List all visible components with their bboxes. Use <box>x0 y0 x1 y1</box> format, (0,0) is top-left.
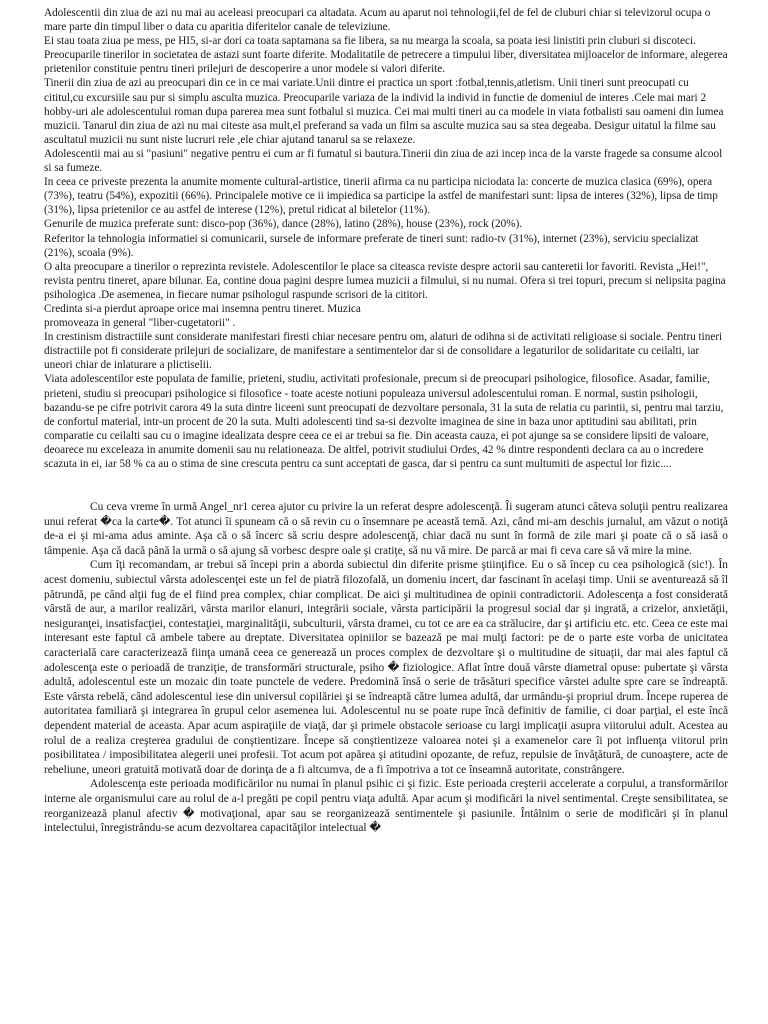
paragraph: Cum îţi recomandam, ar trebui să începi prin a aborda subiectul din diferite prisme ştiinţifice. Eu o să încep cu cea psihologică (sic!). În acest domeniu, subiectul vârsta adolescenţei este un fel de piatră filozofală, un domeniu incert, dar fascinant în acelaşi timp. Unii se aventurează să îl pătrundă, pe când alţii fug de el fiind prea complex, chiar complicat. De aici şi multitudinea de opinii contradictorii. Adolescenţa a fost considerată vârstă de aur, a marilor realizări, vârsta marilor elanuri, integrării sociale, vârsta participării la progresul social dar şi ingrată, a crizelor, anxietăţii, nesiguranţei, insatisfacţiei, contestaţiei, marginalităţii, subculturii, vârsta dramei, cu tot ce are ea ca strălucire, dar şi artificiu etc. etc. Ceea ce este mai interesant este faptul că ambele tabere au dreptate. Diversitatea opiniilor se bazează pe mai mulţi factori: pe de o parte este vorba de unicitatea caracterială care caracterizează fiinţa umană ceea ce generează un proces complex de dezvoltare şi o multitudine de situaţii, dar mai ales faptul că adolescenţa este o perioadă de tranziţie, de transformări structurale, psiho � fiziologice. Aflat între două vârste diametral opuse: pubertate şi vârsta adultă, adolescentul este un mozaic din toate punctele de vedere. Predomină însă o serie de trăsături specifice vârstei adulte spre care se îndreaptă. Este vârsta rebelă, când adolescentul iese din universul copilăriei şi se îndreaptă către lumea adultă, dar urmându-şi propriul drum. Începe ruperea de autoritatea familiară şi integrarea în grupul celor asemenea lui. Adolescentul nu se poate rupe încă definitiv de familie, ci doar parţial, el este încă dependent material de aceasta. Apar acum aspiraţiile de viaţă, dar şi primele obstacole serioase cu largi implicaţii asupra viitorului adult. Acestea au rolul de a realiza creşterea gradului de conştientizare. Începe să conştientizeze valoarea notei şi a examenelor care îi pot influenţa viitorul prin posibilitatea / imposibilitatea alegerii unei profesii. Tot acum pot apărea şi atitudini opozante, de refuz, repulsie de învăţătură, de cunoaştere, acte de rebeliune, uneori gratuită motivată doar de dorinţa de a fi altcumva, de a fi împotriva a tot ce înseamnă autoritate, constrângere. <box>44 559 728 776</box>
paragraph: In crestinism distractiile sunt considerate manifestari firesti chiar necesare pentru om, alaturi de odihna si de activitati religioase si sociale. Pentru tineri distractiile pot fi considerate prilejuri de socializare, de manifestare a sentimentelor dar si de consolidare a legaturilor de solidaritate cu ceilalti, iar uneori chiar de inlaturare a plictiselii. <box>44 331 723 372</box>
paragraph: promoveaza in general "liber-cugetatorii" . <box>44 317 236 330</box>
paragraph: Cu ceva vreme în urmă Angel_nr1 cerea ajutor cu privire la un referat despre adolescenţă. Îi sugeram atunci câteva soluţii pentru realizarea unui referat �ca la carte�. Tot atunci îi spuneam că o să revin cu o însemnare pe această temă. Azi, când mi-am deschis jurnalul, am văzut o notiţă de-a ei şi mi-ama adus aminte. Aşa că o să încerc să scriu despre adolescenţă, chiar dacă nu sunt în formă de zile mari şi poate că o să iasă o tâmpenie. Aşa că dacă până la urmă o să ajung să vorbesc despre oale şi cratiţe, să nu vă mire. De parcă ar mai fi ceva care să vă mire la mine. <box>44 501 728 557</box>
section-spacer <box>44 471 728 500</box>
section-plain-text <box>44 6 728 471</box>
paragraph: Adolescentii din ziua de azi nu mai au aceleasi preocupari ca altadata. Acum au aparut noi tehnologii,fel de fel de cluburi chiar si televizorul ocupa o mare parte din timpul liber o data cu aparitia diferitelor canale de televiziune. <box>44 7 711 34</box>
paragraph: Viata adolescentilor este populata de familie, prieteni, studiu, activitati profesionale, precum si de preocupari psihologice, filosofice. Asadar, familie, prieteni, studiu si preocupari psihologice si filosofice - toate aceste notiuni populeaza universul adolescentului roman. E normal, sustin psihologii, bazandu-se pe cifre potrivit carora 49 la suta dintre liceeni sunt preocupati de dezvoltare personala, 31 la suta de relatia cu parintii, si, pentru mai tarziu, de confortul material, intr-un procent de 20 la suta. Multi adolescenti tind sa-si dezvolte imaginea de sine in baza unor aptitudini sau abilitati, prin comparatie cu ceilalti sau cu o imagine idealizata despre ceea ce ei ar trebui sa fie. Din aceasta cauza, ei pot ajunge sa se considere lipsiti de valoare, deoarece nu exceleaza in anumite domenii sau nu relationeaza. De altfel, potrivit studiului Ordes, 42 % dintre respondenti declara ca au o incredere scazuta in ei, iar 58 % ca au o stima de sine crescuta pentru ca sunt acceptati de gasca, dar si pentru ca sunt multumiti de aspectul lor fizic.... <box>44 373 724 470</box>
paragraph: Ei stau toata ziua pe mess, pe HI5, si-ar dori ca toata saptamana sa fie libera, sa nu mearga la scoala, sa poata iesi linistiti prin cluburi si discoteci. <box>44 35 696 48</box>
paragraph: Referitor la tehnologia informatiei si comunicarii, sursele de informare preferate de tineri sunt: radio-tv (31%), internet (23%), serviciu specializat (21%), scoala (9%). <box>44 232 699 259</box>
paragraph: Adolescentii mai au si "pasiuni" negative pentru ei cum ar fi fumatul si bautura.Tinerii din ziua de azi incep inca de la varste fragede sa consume alcool si sa fumeze. <box>44 147 723 175</box>
section-justified-text <box>44 500 728 836</box>
paragraph: Credinta si-a pierdut aproape orice mai insemna pentru tineret. Muzica <box>44 302 361 315</box>
paragraph: Preocuparile tinerilor in societatea de astazi sunt foarte diferite. Modalitatile de petrecere a timpului liber, diversitatea mijloacelor de informare, alegerea prietenilor constituie pentru tineri prilejuri de descoperire a unor modele si valori diferite. <box>44 49 728 76</box>
paragraph: Adolescenţa este perioada modificărilor nu numai în planul psihic ci şi fizic. Este perioada creşterii accelerate a corpului, a transformărilor interne ale organismului care au rolul de a-l pregăti pe copil pentru viaţa adultă. Apar acum şi modificări la nivel sentimental. Creşte sensibilitatea, se reorganizează planul afectiv � motivaţional, apar sau se reorganizează sentimentele şi pasiunile. Întâlnim o serie de modificări şi în planul intelectului, înregistrându-se acum dezvoltarea capacităţilor intelectual � <box>44 778 728 835</box>
paragraph: Genurile de muzica preferate sunt: disco-pop (36%), dance (28%), latino (28%), house (23%), rock (20%). <box>44 218 523 231</box>
paragraph: O alta preocupare a tinerilor o reprezinta revistele. Adolescentilor le place sa citeasca reviste despre actorii sau canteretii lor favoriti. Revista „Hei!", revista pentru tineret, apare bilunar. Ea, contine doua pagini despre lumea muzicii a filmului, si nu numai. Ofera si trei topuri, precum si nelipsita pagina psihologica .De asemenea, in fiecare numar psihologul raspunde scrisori de la cititori. <box>44 260 726 301</box>
paragraph: In ceea ce priveste prezenta la anumite momente cultural-artistice, tinerii afirma ca nu participa niciodata la: concerte de muzica clasica (69%), opera (73%), teatru (54%), expozitii (66%). Principalele motive ce ii impiedica sa participe la astfel de manifestari sunt: lipsa de interes (32%), lipsa de timp (31%), lipsa prietenilor ce au astfel de interese (12%), pretul ridicat al biletelor (11%). <box>44 176 718 217</box>
paragraph: Tinerii din ziua de azi au preocupari din ce in ce mai variate.Unii dintre ei practica un sport :fotbal,tennis,atletism. Unii tineri sunt preocupati cu cititul,cu excursiile sau pur si simplu asculta muzica. Preocuparile variaza de la individ la individ in functie de domeniul de interes .Cele mai mari 2 hobby-uri ale adolescentului roman dupa parerea mea sunt fotbalul si muzica. Cei mai multi tineri au ca modele in viata fotbalisti sau oameni din lumea muzicii. Tanarul din ziua de azi nu mai citeste asa mult,el preferand sa vada un film sa asculte muzica sau sa stea degeaba. Desigur uitatul la filme sau ascultatul muzicii nu sunt niste lucruri rele ,ele chiar ajutand tanarul sa se relaxeze. <box>44 77 724 146</box>
